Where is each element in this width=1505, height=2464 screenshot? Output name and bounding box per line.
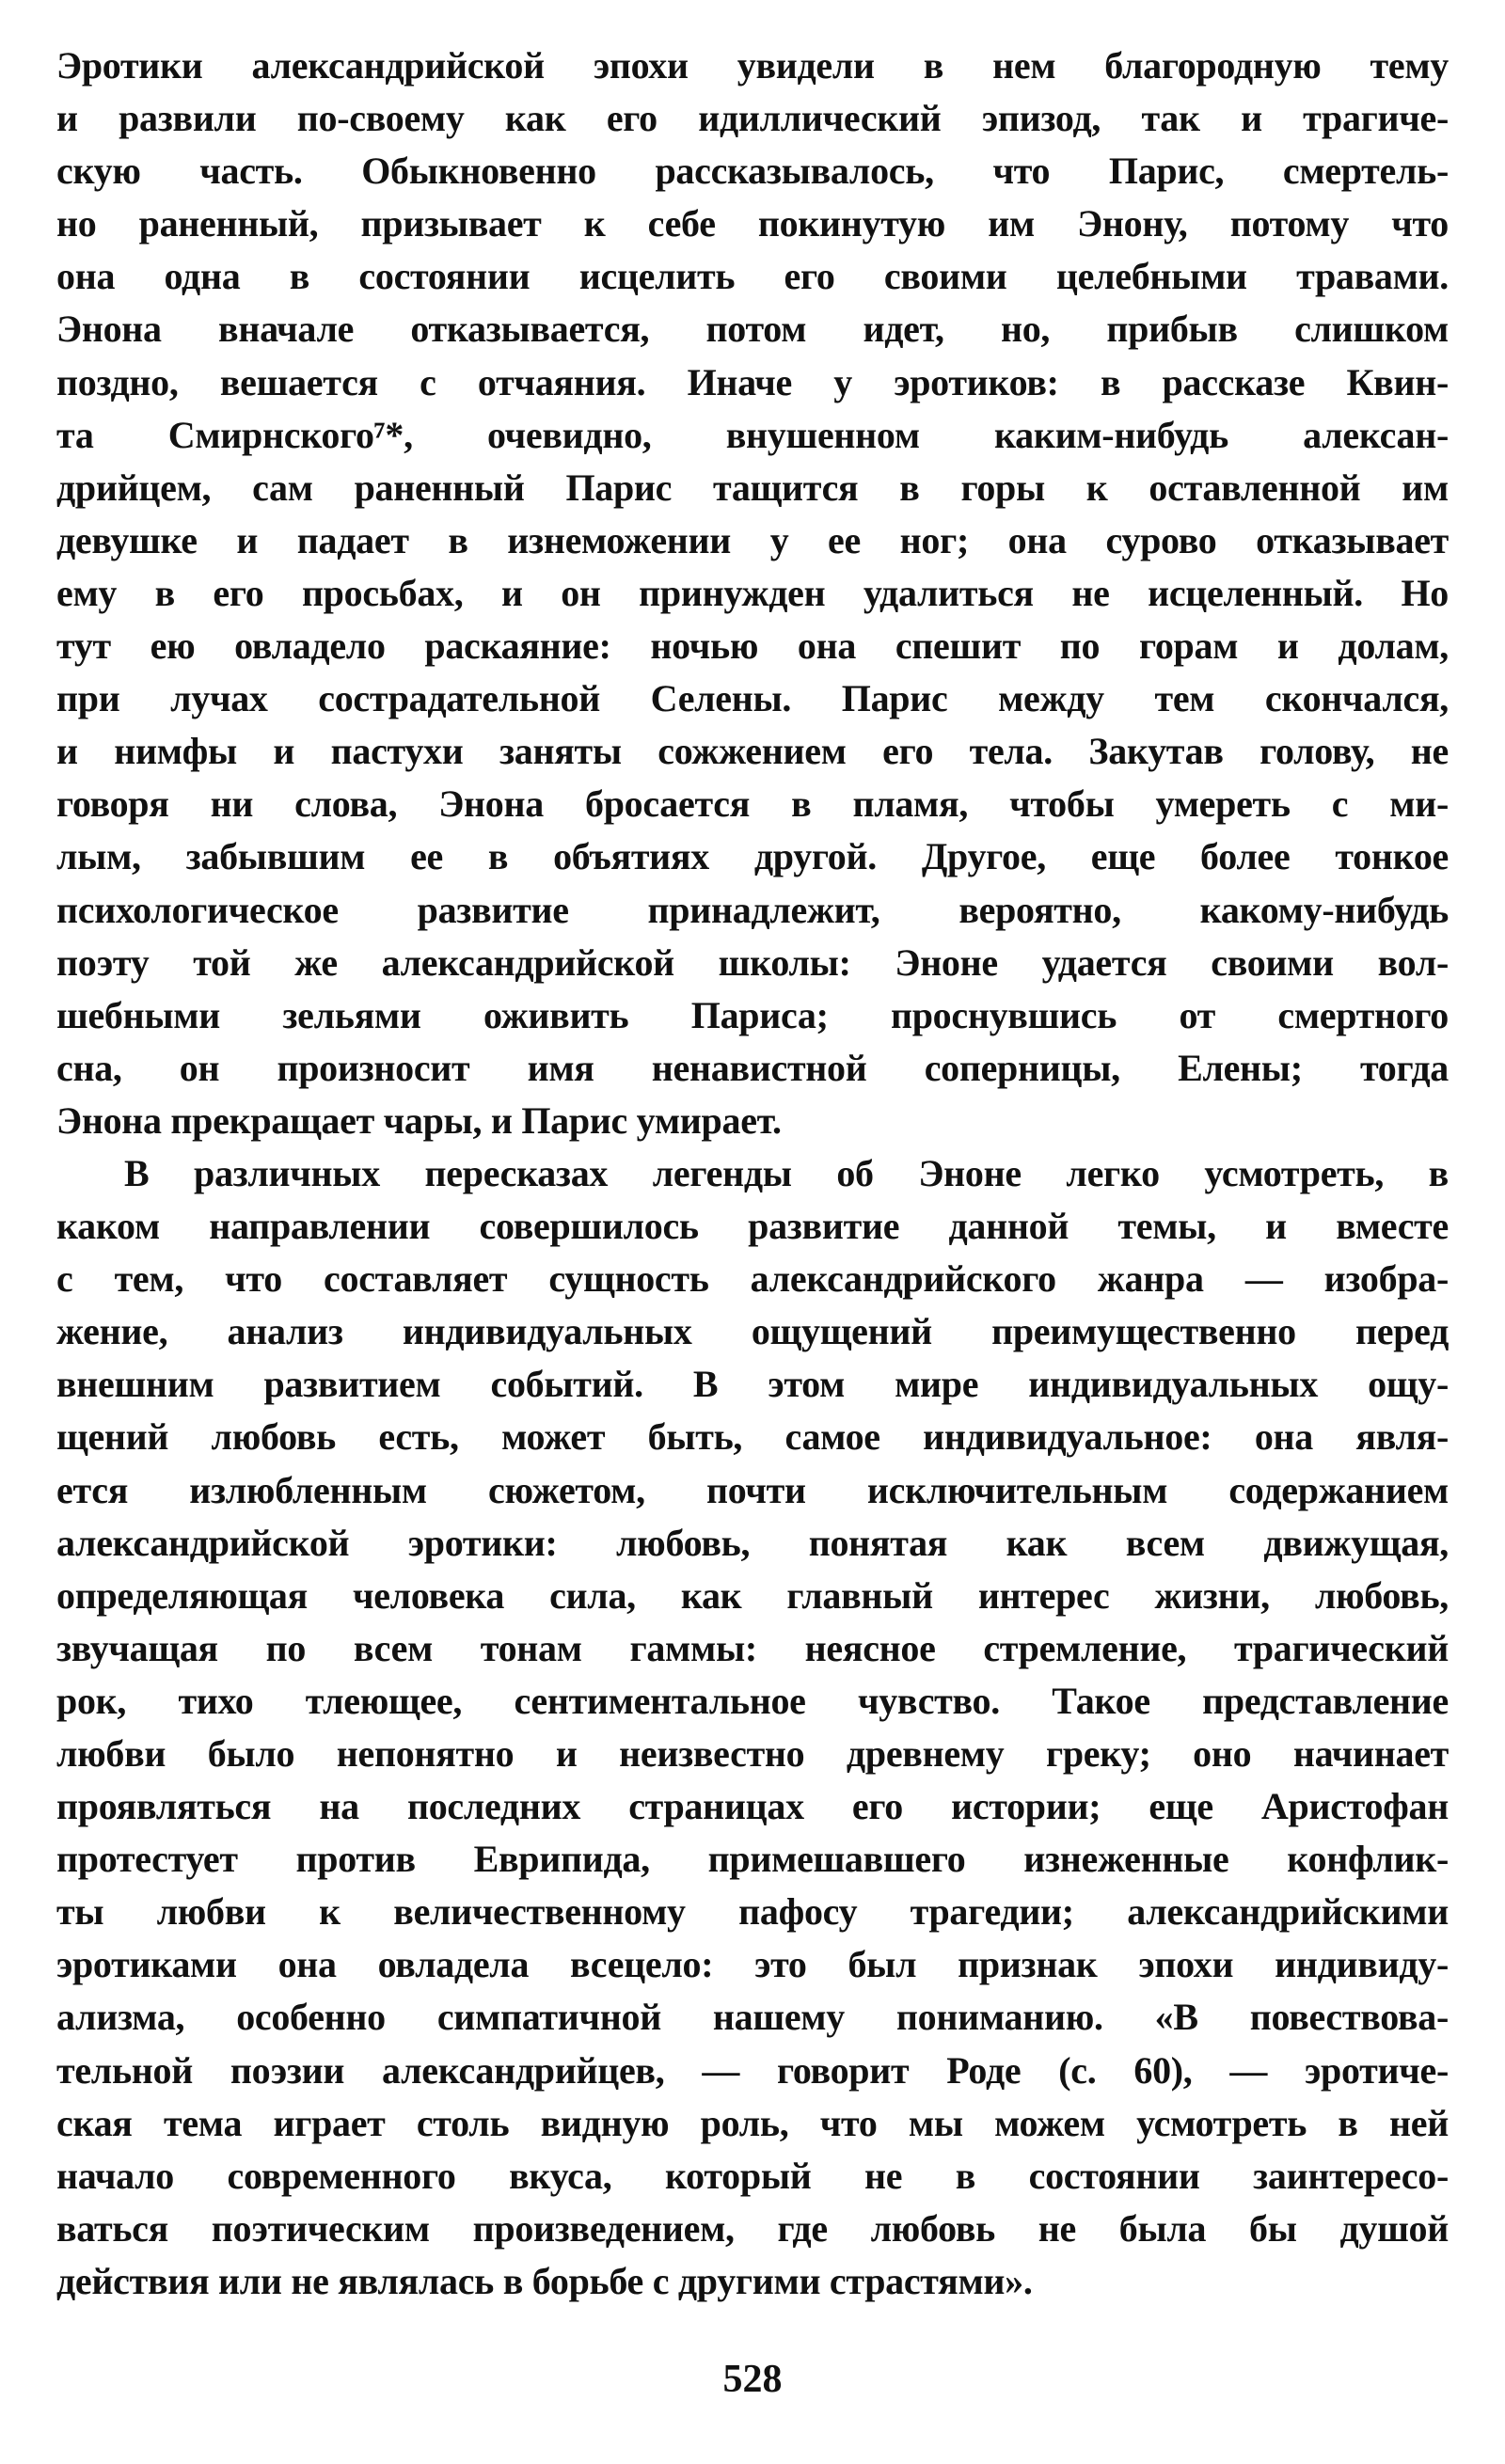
text-line-12: тут ею овладело раскаяние: ночью она спешит по горам и долам,: [56, 624, 1449, 668]
text-line-24: с тем, что составляет сущность александрийского жанра — изобра-: [56, 1257, 1449, 1301]
text-line-43: действия или не являлась в борьбе с другими страстями».: [56, 2259, 1033, 2302]
text-line-35: протестует против Еврипида, примешавшего изнеженные конфлик-: [56, 1838, 1449, 1881]
text-line-26: внешним развитием событий. В этом мире индивидуальных ощу-: [56, 1363, 1449, 1406]
text-line-28: ется излюбленным сюжетом, почти исключительным содержанием: [56, 1468, 1449, 1511]
text-line-10: девушке и падает в изнеможении у ее ног; она сурово отказывает: [56, 518, 1449, 561]
text-line-30: определяющая человека сила, как главный интерес жизни, любовь,: [56, 1573, 1449, 1617]
text-line-18: поэту той же александрийской школы: Эноне удается своими вол-: [56, 940, 1449, 984]
text-line-41: начало современного вкуса, который не в состоянии заинтересо-: [56, 2154, 1449, 2197]
text-line-21: Энона прекращает чары, и Парис умирает.: [56, 1098, 782, 1142]
text-line-27: щений любовь есть, может быть, самое индивидуальное: она явля-: [56, 1415, 1449, 1459]
text-line-9: дрийцем, сам раненный Парис тащится в горы к оставленной им: [56, 466, 1449, 509]
text-line-39: тельной поэзии александрийцев, — говорит Роде (с. 60), — эротиче-: [56, 2048, 1449, 2092]
text-line-17: психологическое развитие принадлежит, вероятно, какому-нибудь: [56, 888, 1449, 931]
text-line-37: эротиками она овладела всецело: это был признак эпохи индивиду-: [56, 1943, 1449, 1986]
text-line-6: Энона вначале отказывается, потом идет, но, прибыв слишком: [56, 308, 1449, 351]
page-text: [56, 39, 1449, 2308]
text-line-16: лым, забывшим ее в объятиях другой. Другое, еще более тонкое: [56, 835, 1449, 878]
text-line-20: сна, он произносит имя ненавистной соперницы, Елены; тогда: [56, 1046, 1449, 1089]
text-line-19: шебными зельями оживить Париса; проснувшись от смертного: [56, 993, 1449, 1036]
text-line-36: ты любви к величественному пафосу трагедии; александрийскими: [56, 1890, 1449, 1934]
text-line-5: она одна в состоянии исцелить его своими целебными травами.: [56, 255, 1449, 298]
text-line-15: говоря ни слова, Энона бросается в пламя, чтобы умереть с ми-: [56, 782, 1449, 826]
text-line-38: ализма, особенно симпатичной нашему пониманию. «В повествова-: [56, 1996, 1449, 2039]
text-line-25: жение, анализ индивидуальных ощущений преимущественно перед: [56, 1310, 1449, 1353]
text-line-8: та Смирнского⁷*, очевидно, внушенном каким-нибудь алексан-: [56, 413, 1449, 456]
text-line-7: поздно, вешается с отчаяния. Иначе у эротиков: в рассказе Квин-: [56, 360, 1449, 403]
text-line-34: проявляться на последних страницах его истории; еще Аристофан: [56, 1785, 1449, 1828]
text-line-32: рок, тихо тлеющее, сентиментальное чувство. Такое представление: [56, 1679, 1449, 1722]
text-line-42: ваться поэтическим произведением, где любовь не была бы душой: [56, 2206, 1449, 2250]
text-line-31: звучащая по всем тонам гаммы: неясное стремление, трагический: [56, 1626, 1449, 1669]
text-line-40: ская тема играет столь видную роль, что мы можем усмотреть в ней: [56, 2101, 1449, 2144]
text-line-11: ему в его просьбах, и он принужден удалиться не исцеленный. Но: [56, 571, 1449, 614]
text-line-4: но раненный, призывает к себе покинутую им Энону, потому что: [56, 202, 1449, 245]
text-line-3: скую часть. Обыкновенно рассказывалось, что Парис, смертель-: [56, 150, 1449, 193]
text-line-14: и нимфы и пастухи заняты сожжением его тела. Закутав голову, не: [56, 730, 1449, 773]
page-number: 528: [722, 2358, 783, 2401]
text-line-2: и развили по-своему как его идиллический эпизод, так и трагиче-: [56, 97, 1449, 140]
text-line-23: каком направлении совершилось развитие данной темы, и вместе: [56, 1205, 1449, 1248]
text-line-29: александрийской эротики: любовь, понятая как всем движущая,: [56, 1521, 1449, 1564]
text-line-22: В различных пересказах легенды об Эноне легко усмотреть, в: [124, 1151, 1449, 1194]
text-line-13: при лучах сострадательной Селены. Парис между тем скончался,: [56, 677, 1449, 720]
text-line-33: любви было непонятно и неизвестно древнему греку; оно начинает: [56, 1732, 1449, 1775]
text-line-1: Эротики александрийской эпохи увидели в нем благородную тему: [56, 44, 1449, 87]
